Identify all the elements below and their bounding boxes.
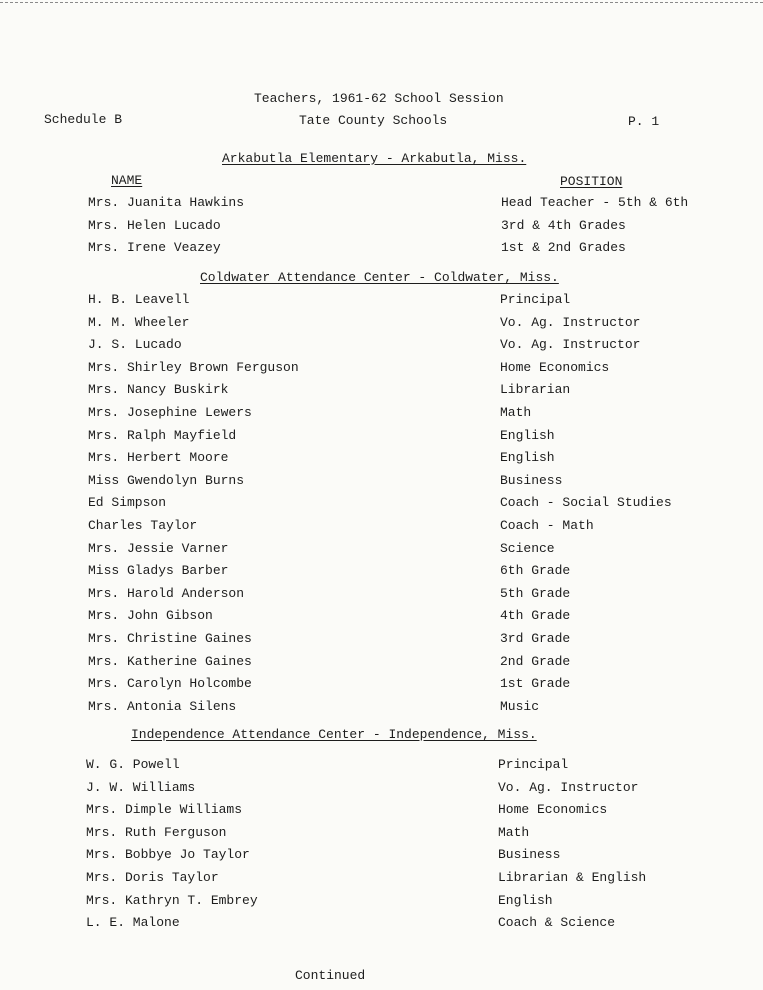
teacher-position: Science xyxy=(500,540,555,556)
teacher-name: Mrs. Nancy Buskirk xyxy=(88,382,229,398)
teacher-name: Mrs. Katherine Gaines xyxy=(88,653,252,669)
schedule-label: Schedule B xyxy=(44,112,123,127)
table-row xyxy=(0,315,763,333)
teacher-position: 6th Grade xyxy=(500,563,571,579)
teacher-position: Vo. Ag. Instructor xyxy=(500,314,641,330)
table-row xyxy=(0,541,763,559)
district-name: Tate County Schools xyxy=(299,113,448,128)
teacher-name: Mrs. John Gibson xyxy=(88,608,213,624)
teacher-position: English xyxy=(500,450,555,466)
teacher-name: Mrs. Ruth Ferguson xyxy=(86,824,227,840)
table-row xyxy=(0,473,763,491)
table-row xyxy=(0,240,763,258)
table-row xyxy=(0,495,763,513)
teacher-name: Mrs. Bobbye Jo Taylor xyxy=(86,847,250,863)
section-heading-arkabutla: Arkabutla Elementary - Arkabutla, Miss. xyxy=(222,151,527,166)
teacher-position: 4th Grade xyxy=(500,608,571,624)
table-row xyxy=(0,757,763,775)
teacher-name: Mrs. Carolyn Holcombe xyxy=(88,676,252,692)
table-row xyxy=(0,608,763,626)
table-row xyxy=(0,218,763,236)
document-title: Teachers, 1961-62 School Session xyxy=(254,91,504,106)
table-row xyxy=(0,586,763,604)
column-header-position: POSITION xyxy=(560,174,623,189)
teacher-name: Mrs. Christine Gaines xyxy=(88,631,252,646)
table-row xyxy=(0,518,763,536)
teacher-position: 5th Grade xyxy=(500,585,571,601)
teacher-position: 1st Grade xyxy=(500,676,571,692)
table-row xyxy=(0,654,763,672)
table-row xyxy=(0,195,763,213)
teacher-position: Coach & Science xyxy=(498,915,616,931)
teacher-position: English xyxy=(500,427,555,443)
teacher-position: Librarian xyxy=(500,382,571,398)
table-row xyxy=(0,337,763,355)
teacher-position: Principal xyxy=(498,757,569,772)
teacher-name: Charles Taylor xyxy=(88,518,198,533)
teacher-position: English xyxy=(498,892,553,908)
teacher-name: Mrs. Harold Anderson xyxy=(88,585,245,601)
teacher-position: Business xyxy=(500,472,563,488)
teacher-name: Miss Gladys Barber xyxy=(88,563,229,579)
page-number: P. 1 xyxy=(628,114,660,129)
teacher-position: Librarian & English xyxy=(498,870,647,885)
table-row xyxy=(0,676,763,694)
table-row xyxy=(0,870,763,888)
teacher-name: Mrs. Irene Veazey xyxy=(88,240,221,255)
table-row xyxy=(0,915,763,933)
table-row xyxy=(0,893,763,911)
table-row xyxy=(0,825,763,843)
teacher-position: Music xyxy=(500,698,540,714)
teacher-name: Mrs. Antonia Silens xyxy=(88,698,237,714)
teacher-name: Mrs. Kathryn T. Embrey xyxy=(86,892,258,908)
teacher-name: Mrs. Doris Taylor xyxy=(86,870,219,885)
teacher-name: Mrs. Ralph Mayfield xyxy=(88,427,237,443)
teacher-name: W. G. Powell xyxy=(86,757,180,772)
teacher-position: Head Teacher - 5th & 6th xyxy=(501,195,689,210)
teacher-position: 3rd Grade xyxy=(500,631,571,646)
table-row xyxy=(0,699,763,717)
teacher-position: Coach - Social Studies xyxy=(500,495,672,511)
teacher-position: Principal xyxy=(500,292,571,307)
column-header-name: NAME xyxy=(111,173,143,188)
table-row xyxy=(0,382,763,400)
teacher-name: Mrs. Herbert Moore xyxy=(88,450,229,466)
teacher-name: J. W. Williams xyxy=(86,779,196,795)
page-top-edge xyxy=(0,2,763,3)
table-row xyxy=(0,428,763,446)
teacher-position: Business xyxy=(498,847,561,863)
teacher-position: Coach - Math xyxy=(500,518,594,533)
teacher-position: Home Economics xyxy=(498,802,608,818)
table-row xyxy=(0,360,763,378)
table-row xyxy=(0,847,763,865)
teacher-position: Vo. Ag. Instructor xyxy=(498,779,639,795)
teacher-name: M. M. Wheeler xyxy=(88,314,190,330)
teacher-name: Miss Gwendolyn Burns xyxy=(88,472,245,488)
table-row xyxy=(0,405,763,423)
teacher-name: J. S. Lucado xyxy=(88,337,182,353)
teacher-name: Mrs. Shirley Brown Ferguson xyxy=(88,359,299,375)
teacher-name: Mrs. Juanita Hawkins xyxy=(88,195,245,210)
table-row xyxy=(0,802,763,820)
teacher-position: 3rd & 4th Grades xyxy=(501,217,626,233)
continued-note: Continued xyxy=(295,968,366,983)
teacher-position: Home Economics xyxy=(500,359,610,375)
teacher-name: H. B. Leavell xyxy=(88,292,190,307)
teacher-name: Mrs. Josephine Lewers xyxy=(88,405,252,420)
teacher-name: Ed Simpson xyxy=(88,495,167,511)
section-heading-coldwater: Coldwater Attendance Center - Coldwater, Miss. xyxy=(200,270,559,285)
table-row xyxy=(0,563,763,581)
teacher-position: Vo. Ag. Instructor xyxy=(500,337,641,353)
teacher-position: 2nd Grade xyxy=(500,653,571,669)
teacher-name: Mrs. Dimple Williams xyxy=(86,802,243,818)
table-row xyxy=(0,450,763,468)
teacher-position: Math xyxy=(500,405,532,420)
table-row xyxy=(0,780,763,798)
teacher-name: Mrs. Jessie Varner xyxy=(88,540,229,556)
table-row xyxy=(0,631,763,649)
teacher-position: Math xyxy=(498,824,530,840)
teacher-name: L. E. Malone xyxy=(86,915,180,931)
teacher-position: 1st & 2nd Grades xyxy=(501,240,626,255)
table-row xyxy=(0,292,763,310)
teacher-name: Mrs. Helen Lucado xyxy=(88,217,221,233)
section-heading-independence: Independence Attendance Center - Independence, Miss. xyxy=(131,727,537,742)
